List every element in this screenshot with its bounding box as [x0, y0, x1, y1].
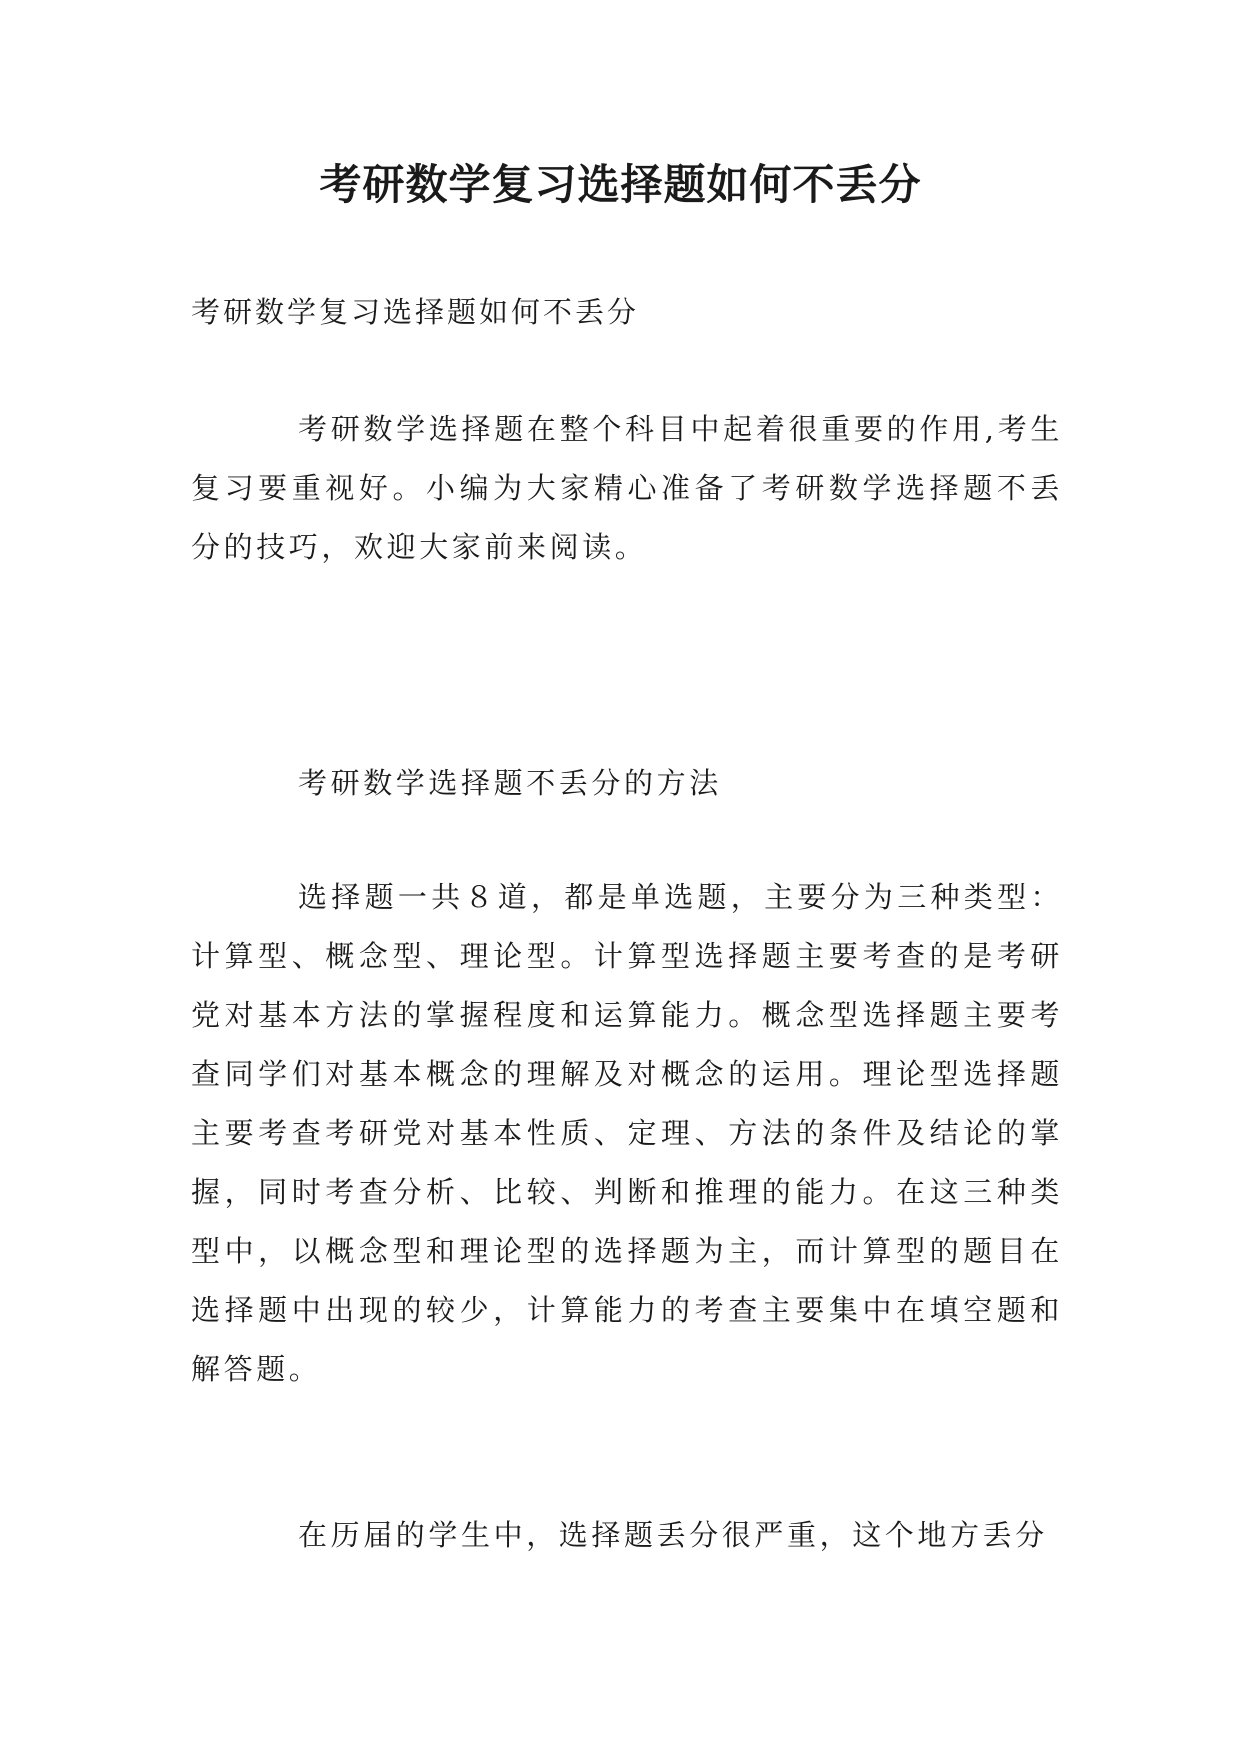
document-subtitle: 考研数学复习选择题如何不丢分	[191, 295, 640, 329]
document-title: 考研数学复习选择题如何不丢分	[319, 160, 922, 209]
paragraph-question-types: 选择题一共８道，都是单选题，主要分为三种类型：计算型、概念型、理论型。计算型选择题主要考查的是考研党对基本方法的掌握程度和运算能力。概念型选择题主要考查同学们对基本概念的理解及对概念的运用。理论型选择题主要考查考研党对基本性质、定理、方法的条件及结论的掌握，同时考查分析、比较、判断和推理的能力。在这三种类型中，以概念型和理论型的选择题为主，而计算型的题目在选择题中出现的较少，计算能力的考查主要集中在填空题和解答题。	[191, 880, 1063, 1386]
paragraph-intro: 考研数学选择题在整个科目中起着很重要的作用,考生复习要重视好。小编为大家精心准备了考研数学选择题不丢分的技巧，欢迎大家前来阅读。	[191, 412, 1063, 564]
section-heading: 考研数学选择题不丢分的方法	[298, 766, 722, 800]
paragraph-past-students: 在历届的学生中，选择题丢分很严重，这个地方丢分	[298, 1518, 1048, 1552]
